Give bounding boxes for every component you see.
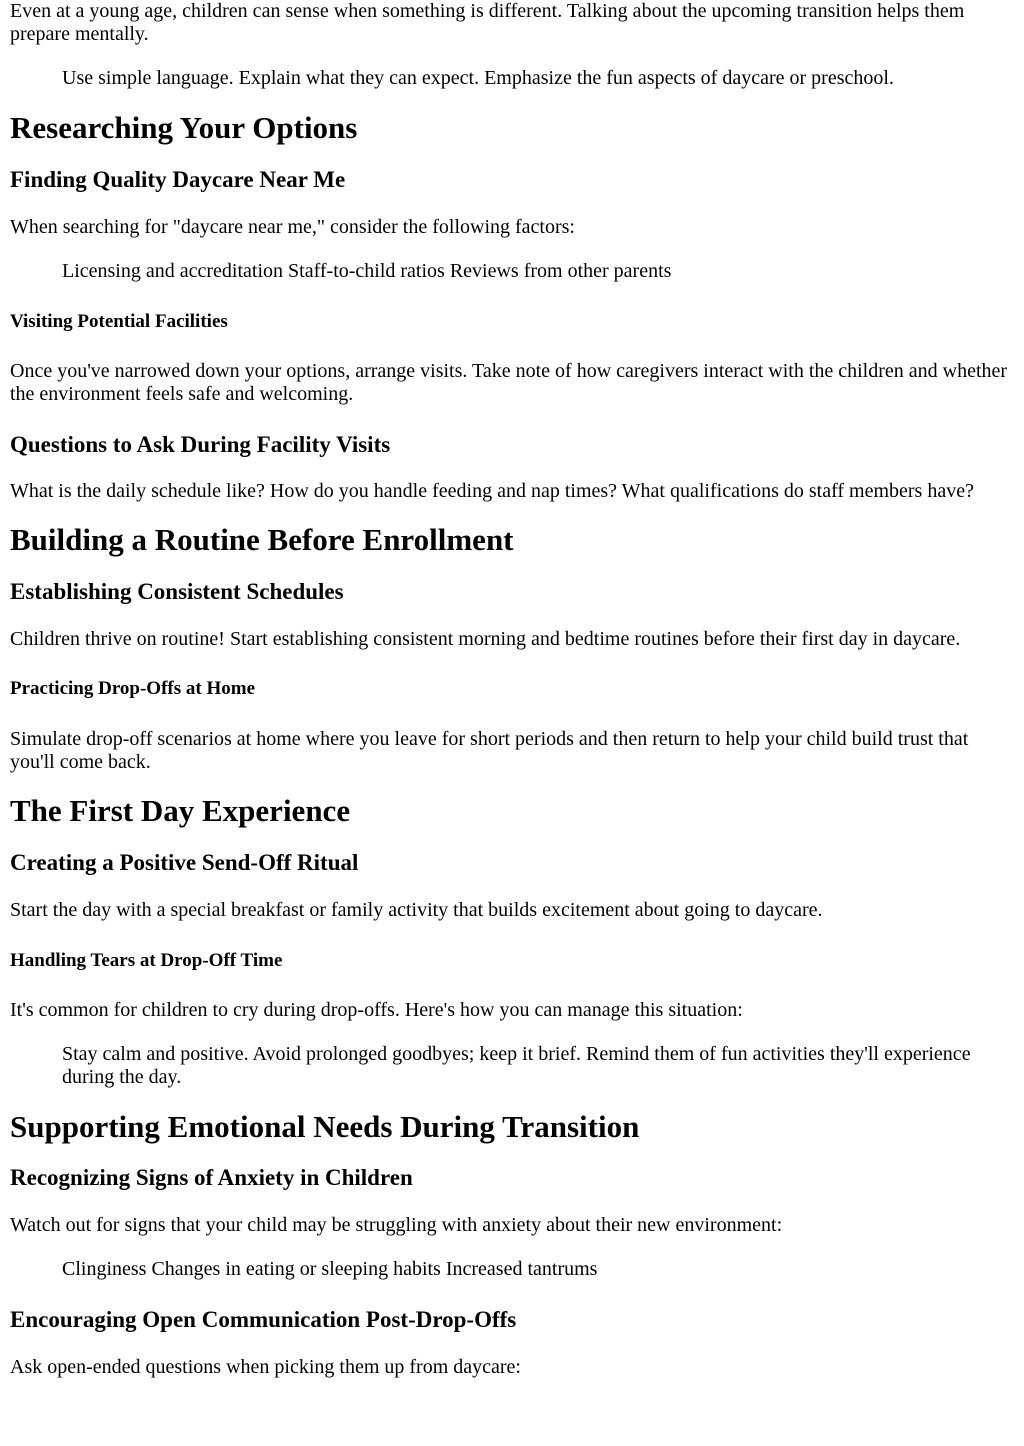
tears-quote: Stay calm and positive. Avoid prolonged goodbyes; keep it brief. Remind them of fun activities they'll experience during the day. [62, 1043, 971, 1088]
subheading-send-off-ritual: Creating a Positive Send-Off Ritual [10, 850, 359, 875]
subheading-dropoffs-home: Practicing Drop-Offs at Home [10, 678, 256, 699]
visiting-paragraph: Once you've narrowed down your options, arrange visits. Take note of how caregivers interact with the children and whether the environment feels safe and welcoming. [10, 360, 1008, 405]
anxiety-paragraph: Watch out for signs that your child may be struggling with anxiety about their new environment: [10, 1214, 783, 1236]
section-heading-emotional: Supporting Emotional Needs During Transition [10, 1109, 640, 1144]
subheading-schedules: Establishing Consistent Schedules [10, 579, 344, 604]
finding-quote: Licensing and accreditation Staff-to-child ratios Reviews from other parents [62, 260, 672, 282]
subheading-questions: Questions to Ask During Facility Visits [10, 432, 391, 457]
subheading-anxiety-signs: Recognizing Signs of Anxiety in Children [10, 1165, 413, 1190]
questions-paragraph: What is the daily schedule like? How do you handle feeding and nap times? What qualifications do staff members have? [10, 480, 974, 502]
section-heading-routine: Building a Routine Before Enrollment [10, 522, 514, 557]
intro-quote: Use simple language. Explain what they can expect. Emphasize the fun aspects of daycare or preschool. [62, 67, 894, 89]
subheading-open-communication: Encouraging Open Communication Post-Drop-Offs [10, 1307, 517, 1332]
article-body [10, 0, 1010, 1379]
anxiety-quote: Clinginess Changes in eating or sleeping habits Increased tantrums [62, 1258, 598, 1280]
finding-paragraph: When searching for "daycare near me," consider the following factors: [10, 216, 575, 238]
communication-paragraph: Ask open-ended questions when picking them up from daycare: [10, 1356, 521, 1378]
intro-paragraph: Even at a young age, children can sense when something is different. Talking about the upcoming transition helps them prepare mentally. [10, 0, 965, 45]
subheading-finding-daycare: Finding Quality Daycare Near Me [10, 167, 346, 192]
subheading-handling-tears: Handling Tears at Drop-Off Time [10, 950, 283, 971]
tears-paragraph: It's common for children to cry during drop-offs. Here's how you can manage this situation: [10, 999, 743, 1021]
section-heading-researching: Researching Your Options [10, 110, 358, 145]
ritual-paragraph: Start the day with a special breakfast or family activity that builds excitement about going to daycare. [10, 899, 823, 921]
dropoffs-paragraph: Simulate drop-off scenarios at home where you leave for short periods and then return to help your child build trust that you'll come back. [10, 728, 969, 773]
schedules-paragraph: Children thrive on routine! Start establishing consistent morning and bedtime routines before their first day in daycare. [10, 628, 961, 650]
subheading-visiting-facilities: Visiting Potential Facilities [10, 311, 228, 332]
section-heading-first-day: The First Day Experience [10, 793, 351, 828]
